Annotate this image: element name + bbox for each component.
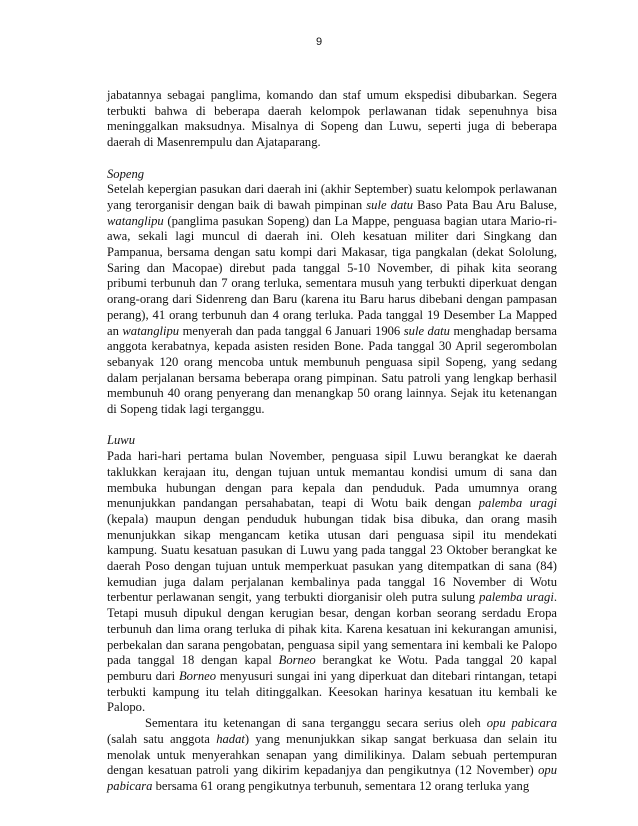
text-run: Baso Pata Bau Aru Baluse, [413,197,557,212]
italic-term: Borneo [278,653,316,668]
text-run: menyerah dan pada tanggal 6 Januari 1906 [179,323,404,338]
italic-term: palemba uragi [478,496,557,511]
paragraph-spacer [107,418,557,434]
section-heading-sopeng: Sopeng [107,166,145,181]
text-run: berangkat ke Wotu. Pada tanggal 20 kapal pemburu dari [107,653,557,683]
italic-term: Borneo [178,668,217,683]
section-heading-luwu: Luwu [107,433,135,448]
italic-term: watanglipu [122,323,180,338]
italic-term: palemba uragi [479,590,554,605]
text-run: bersama 61 orang pengikutnya terbunuh, sementara 12 orang terluka yang [152,778,530,793]
text-run: Sementara itu ketenangan di sana terganggu secara serius oleh [145,716,487,731]
page-number: 9 [315,36,323,48]
text-run: Pada hari-hari pertama bulan November, penguasa sipil Luwu berangkat ke daerah taklukkan kerajaan itu, dengan tujuan untuk memantau kondisi umum di sana dan membuka hubungan dengan para kepala dan penduduk. Pada umumnya orang menunjukkan pandangan persahabatan, teapi di Wotu baik dengan [107,449,557,511]
paragraph-spacer [107,151,557,167]
italic-term: watanglipu [107,213,164,228]
text-run: menyusuri sungai ini yang diperkuat dan ditebari rintangan, tetapi terbukti kampung itu telah ditinggalkan. Keesokan harinya kesatuan itu kembali ke Palopo. [107,668,557,715]
text-run: Setelah kepergian pasukan dari daerah ini (akhir September) suatu kelompok perlawanan yang terorganisir dengan baik di bawah pimpinan [107,182,557,212]
italic-term: opu pabicara [107,763,557,793]
document-body [107,88,557,795]
paragraph-sopeng [107,182,557,418]
italic-term: sule datu [403,323,450,338]
paragraph-intro: jabatannya sebagai panglima, komando dan staf umum ekspedisi dibubarkan. Segera terbukti bahwa di beberapa daerah kelompok perlawanan tidak sepenuhnya bisa meninggalkan maksudnya. Misalnya di Sopeng dan Luwu, seperti juga di beberapa daerah di Masenrempulu dan Ajataparang. [107,88,557,150]
italic-term: hadat [216,731,245,746]
text-run: . Tetapi musuh dipukul dengan kerugian besar, dengan korban seorang serdadu Eropa terbunuh dan lima orang terluka di pihak kita. Karena kesatuan ini kekurangan amunisi, perbekalan dan sarana pengobatan, penguasa sipil yang sementara ini kembali ke Palopo pada tanggal 18 dengan kapal [107,590,557,668]
text-run: menghadap bersama anggota kerabatnya, kepada asisten residen Bone. Pada tanggal 30 April segerombolan sebanyak 120 orang mencoba untuk membunuh penguasa sipil Sopeng, yang sedang dalam perjalanan bersama beberapa orang pimpinan. Satu patroli yang lengkap berhasil membunuh 40 orang penyerang dan menangkap 50 orang lainnya. Sejak itu ketenangan di Sopeng tidak lagi terganggu. [107,323,557,417]
italic-term: opu pabicara [486,716,557,731]
text-run: ) yang menunjukkan sikap sangat berkuasa dan selain itu menolak untuk menyerahkan senapan yang dimilikinya. Dalam sebuah pertempuran dengan kesatuan patroli yang dikirim kepadanjya dan pengikutnya (12 November) [107,731,558,778]
text-run: (salah satu anggota [107,731,217,746]
paragraph-final [107,716,557,795]
text-run: (panglima pasukan Sopeng) dan La Mappe, penguasa bagian utara Mario-ri-awa, sekali lagi muncul di daerah ini. Oleh kesatuan militer dari Singkang dan Pampanua, bersama dengan satu kompi dari Makasar, tiga pangkalan (dekat Sololung, Saring dan Macopae) direbut pada tanggal 5-10 November, di pihak kita seorang pribumi terbunuh dan 7 orang terluka, sementara musuh yang terbukti diperkuat dengan orang-orang dari Sidenreng dan Baru (karena itu Baru harus dibebani dengan pampasan perang), 41 orang terbunuh dan 4 orang terluka. Pada tanggal 19 Desember La Mapped an [107,213,557,338]
paragraph-luwu [107,449,557,716]
italic-term: sule datu [366,197,414,212]
text-run: (kepala) maupun dengan penduduk hubungan tidak bisa dibuka, dan orang masih menunjukkan sikap mengancam ketika utusan dari penguasa sipil itu mendekati kampung. Suatu kesatuan pasukan di Luwu yang pada tanggal 23 Oktober berangkat ke daerah Poso dengan tujuan untuk memperkuat pasukan yang ditempatkan di sana (84) kemudian juga dalam perjalanan kembalinya pada tanggal 16 November di Wotu terbentur perlawanan sengit, yang terbukti diorganisir oleh putra sulung [107,511,557,605]
